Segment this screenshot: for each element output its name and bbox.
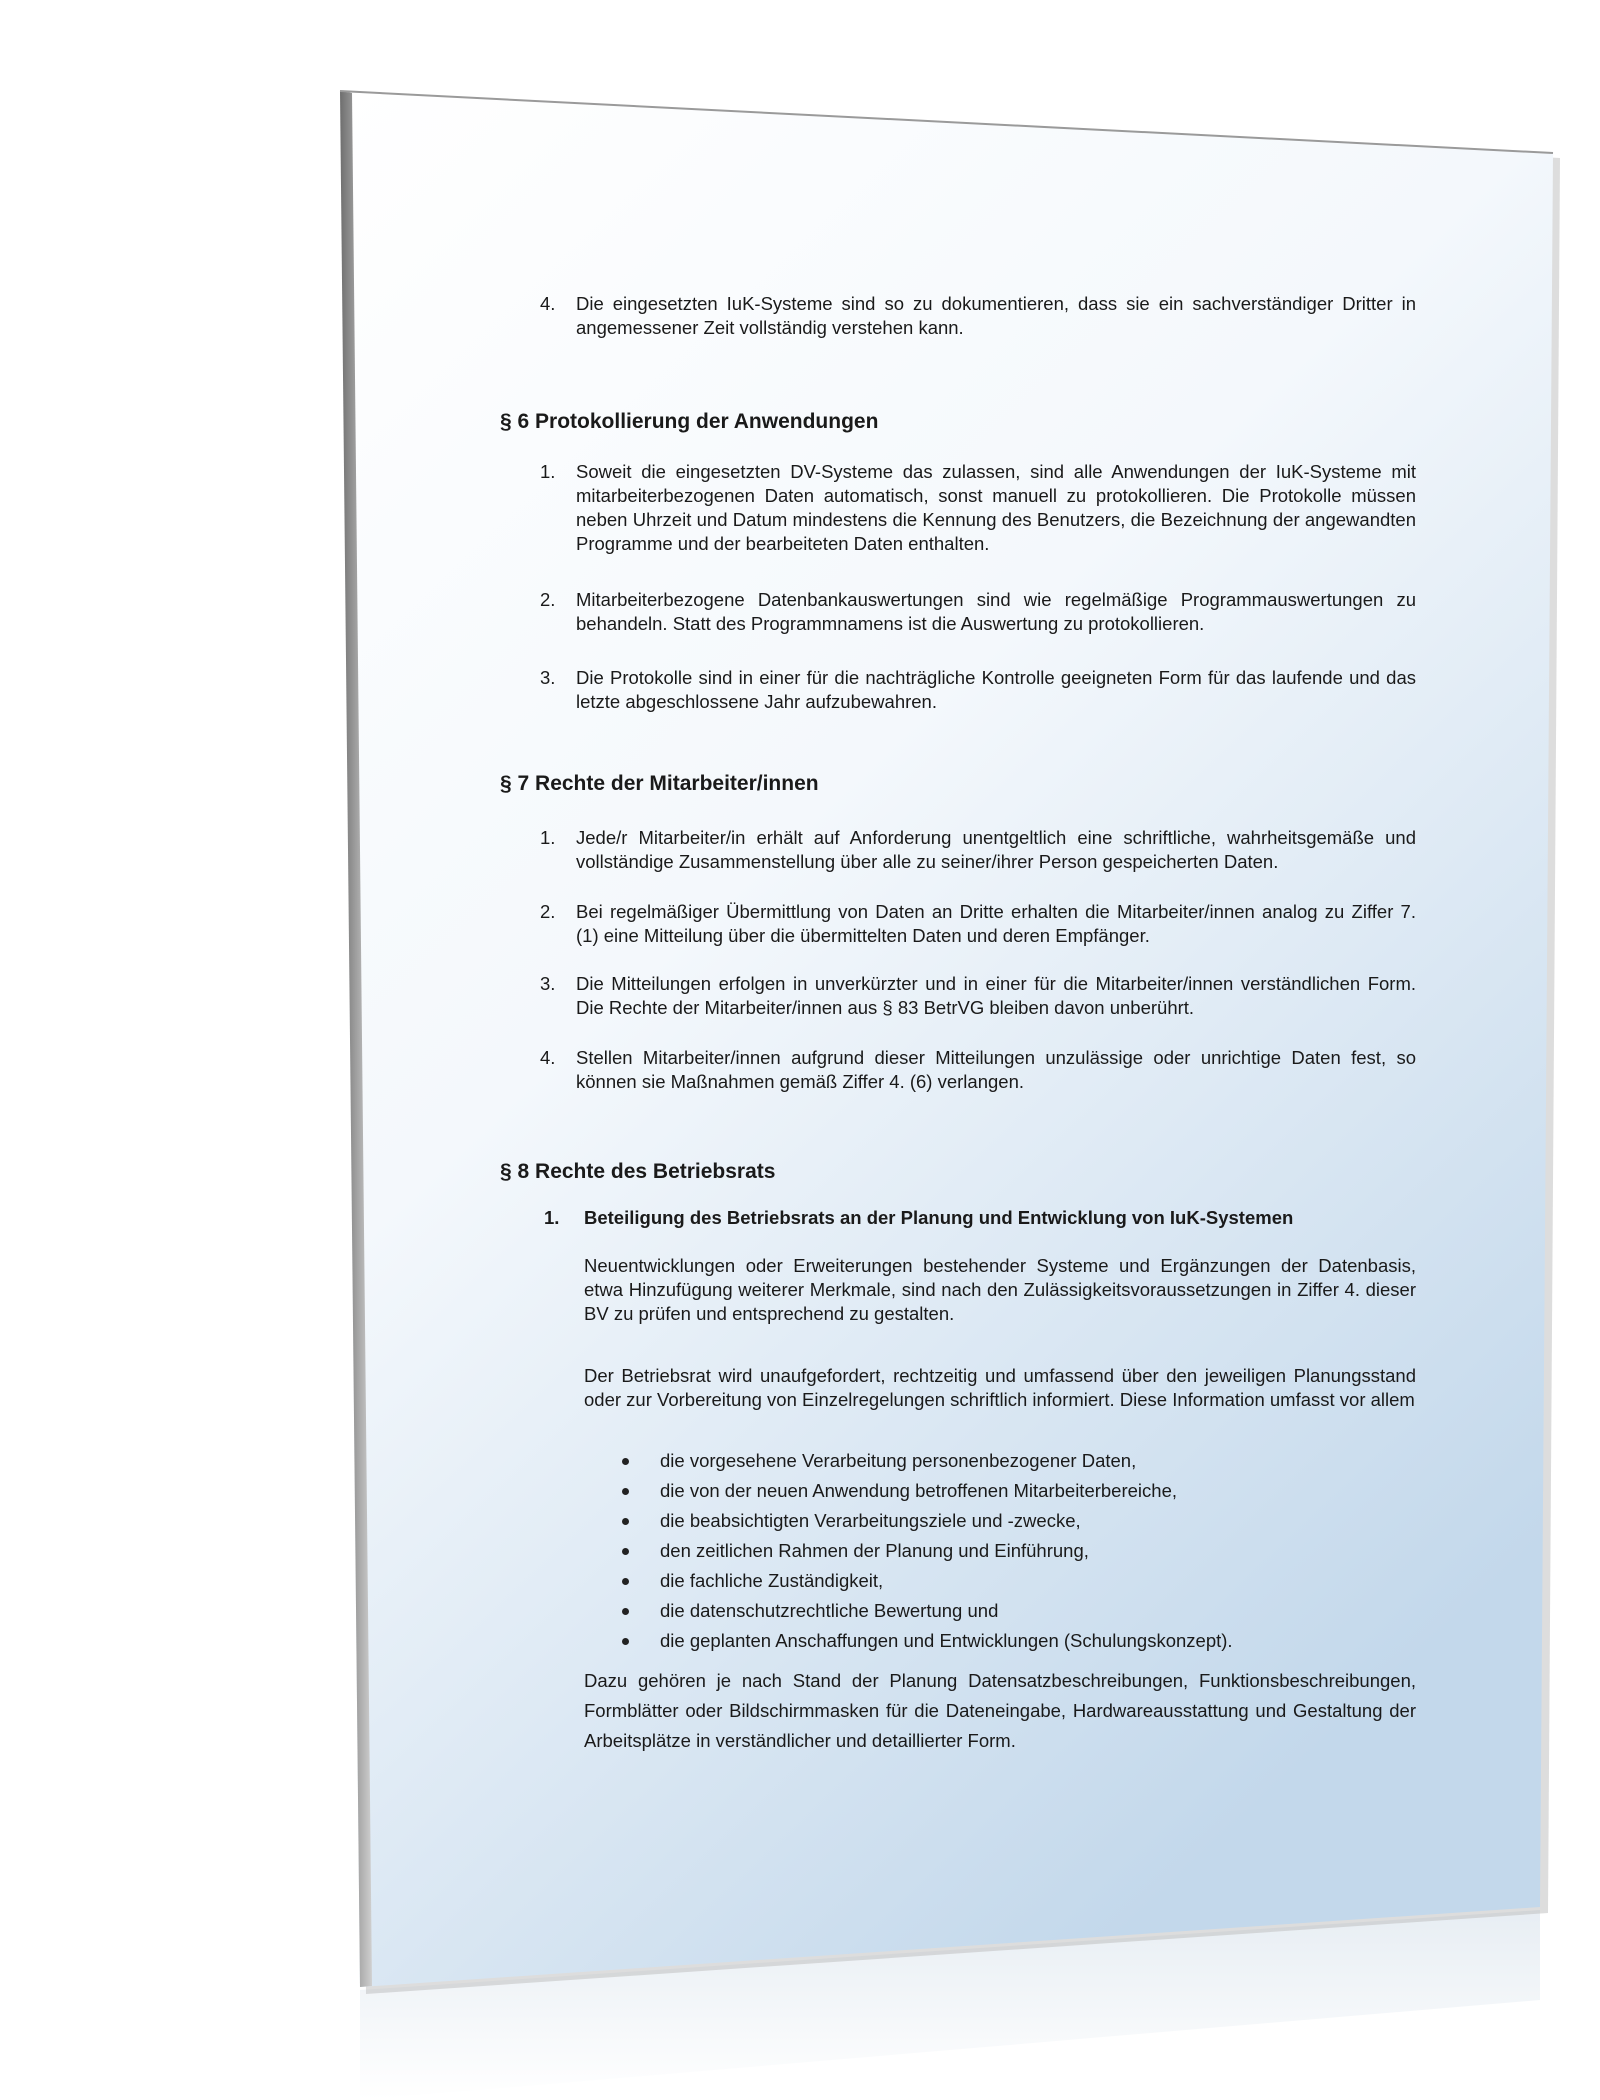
bullet-icon (622, 1608, 629, 1615)
list-number: 3. (540, 667, 556, 688)
list-number: 2. (540, 901, 556, 922)
list-item (540, 460, 1416, 556)
bullet-text: die von der neuen Anwendung betroffenen Mitarbeiterbereiche, (660, 1480, 1177, 1501)
section-heading: § 8 Rechte des Betriebsrats (500, 1160, 776, 1183)
list-text: Stellen Mitarbeiter/innen aufgrund dieser Mitteilungen unzulässige oder unrichtige Daten fest, so können sie Maßnahmen gemäß Ziffer 4. (6) verlangen. (576, 1047, 1416, 1092)
list-number: 2. (540, 589, 556, 610)
bullet-item (618, 1476, 1418, 1506)
list-number: 1. (540, 827, 556, 848)
section-heading: § 7 Rechte der Mitarbeiter/innen (500, 772, 819, 795)
bullet-icon (622, 1548, 629, 1555)
list-number: 4. (540, 293, 556, 314)
section-heading: § 6 Protokollierung der Anwendungen (500, 410, 879, 433)
list-number: 1. (540, 461, 556, 482)
subsection-number: 1. (544, 1207, 560, 1228)
bullet-list (618, 1446, 1418, 1656)
bullet-text: die vorgesehene Verarbeitung personenbezogener Daten, (660, 1450, 1137, 1471)
list-number: 3. (540, 973, 556, 994)
paragraph: Der Betriebsrat wird unaufgefordert, rechtzeitig und umfassend über den jeweiligen Planungsstand oder zur Vorbereitung von Einzelregelungen schriftlich informiert. Diese Information umfasst vor allem (584, 1365, 1416, 1410)
bullet-item (618, 1566, 1418, 1596)
bullet-item (618, 1626, 1418, 1656)
bullet-item (618, 1446, 1418, 1476)
list-item (540, 972, 1416, 1020)
subsection-heading (544, 1206, 1424, 1230)
bullet-text: die datenschutzrechtliche Bewertung und (660, 1600, 999, 1621)
list-item (540, 826, 1416, 874)
list-text: Die Mitteilungen erfolgen in unverkürzter und in einer für die Mitarbeiter/innen verständlichen Form. Die Rechte der Mitarbeiter/innen aus § 83 BetrVG bleiben davon unberührt. (576, 973, 1416, 1018)
list-item (540, 588, 1416, 636)
bullet-text: die fachliche Zuständigkeit, (660, 1570, 884, 1591)
list-item (540, 1046, 1416, 1094)
list-item (540, 292, 1416, 340)
bullet-item (618, 1506, 1418, 1536)
list-number: 4. (540, 1047, 556, 1068)
paragraph: Dazu gehören je nach Stand der Planung Datensatzbeschreibungen, Funktionsbeschreibungen, Formblätter oder Bildschirmmasken für die Dateneingabe, Hardwareausstattung und Gestaltung der Arbeitsplätze in verständlicher und detaillierter Form. (584, 1670, 1416, 1751)
paragraph: Neuentwicklungen oder Erweiterungen bestehender Systeme und Ergänzungen der Datenbasis, etwa Hinzufügung weiterer Merkmale, sind nach den Zulässigkeitsvoraussetzungen in Ziffer 4. dieser BV zu prüfen und entsprechend zu gestalten. (584, 1255, 1416, 1324)
bullet-icon (622, 1518, 629, 1525)
list-text: Soweit die eingesetzten DV-Systeme das zulassen, sind alle Anwendungen der IuK-Systeme mit mitarbeiterbezogenen Daten automatisch, sonst manuell zu protokollieren. Die Protokolle müssen neben Uhrzeit und Datum mindestens die Kennung des Benutzers, die Bezeichnung der angewandten Programme und der bearbeiteten Daten enthalten. (576, 461, 1416, 554)
list-text: Die Protokolle sind in einer für die nachträgliche Kontrolle geeigneten Form für das laufende und das letzte abgeschlossene Jahr aufzubewahren. (576, 667, 1416, 712)
list-text: Jede/r Mitarbeiter/in erhält auf Anforderung unentgeltlich eine schriftliche, wahrheitsgemäße und vollständige Zusammenstellung über alle zu seiner/ihrer Person gespeicherten Daten. (576, 827, 1416, 872)
bullet-text: die beabsichtigten Verarbeitungsziele und -zwecke, (660, 1510, 1081, 1531)
bullet-icon (622, 1578, 629, 1585)
bullet-item (618, 1596, 1418, 1626)
list-item (540, 900, 1416, 948)
list-item (540, 666, 1416, 714)
list-text: Bei regelmäßiger Übermittlung von Daten an Dritte erhalten die Mitarbeiter/innen analog zu Ziffer 7. (1) eine Mitteilung über die übermittelten Daten und deren Empfänger. (576, 901, 1416, 946)
list-text: Mitarbeiterbezogene Datenbankauswertungen sind wie regelmäßige Programmauswertungen zu behandeln. Statt des Programmnamens ist die Auswertung zu protokollieren. (576, 589, 1416, 634)
bullet-item (618, 1536, 1418, 1566)
list-text: Die eingesetzten IuK-Systeme sind so zu dokumentieren, dass sie ein sachverständiger Dritter in angemessener Zeit vollständig verstehen kann. (576, 293, 1416, 338)
subsection-title: Beteiligung des Betriebsrats an der Planung und Entwicklung von IuK-Systemen (584, 1207, 1294, 1228)
bullet-text: den zeitlichen Rahmen der Planung und Einführung, (660, 1540, 1089, 1561)
bullet-icon (622, 1638, 629, 1645)
bullet-icon (622, 1458, 629, 1465)
bullet-text: die geplanten Anschaffungen und Entwicklungen (Schulungskonzept). (660, 1630, 1233, 1651)
bullet-icon (622, 1488, 629, 1495)
